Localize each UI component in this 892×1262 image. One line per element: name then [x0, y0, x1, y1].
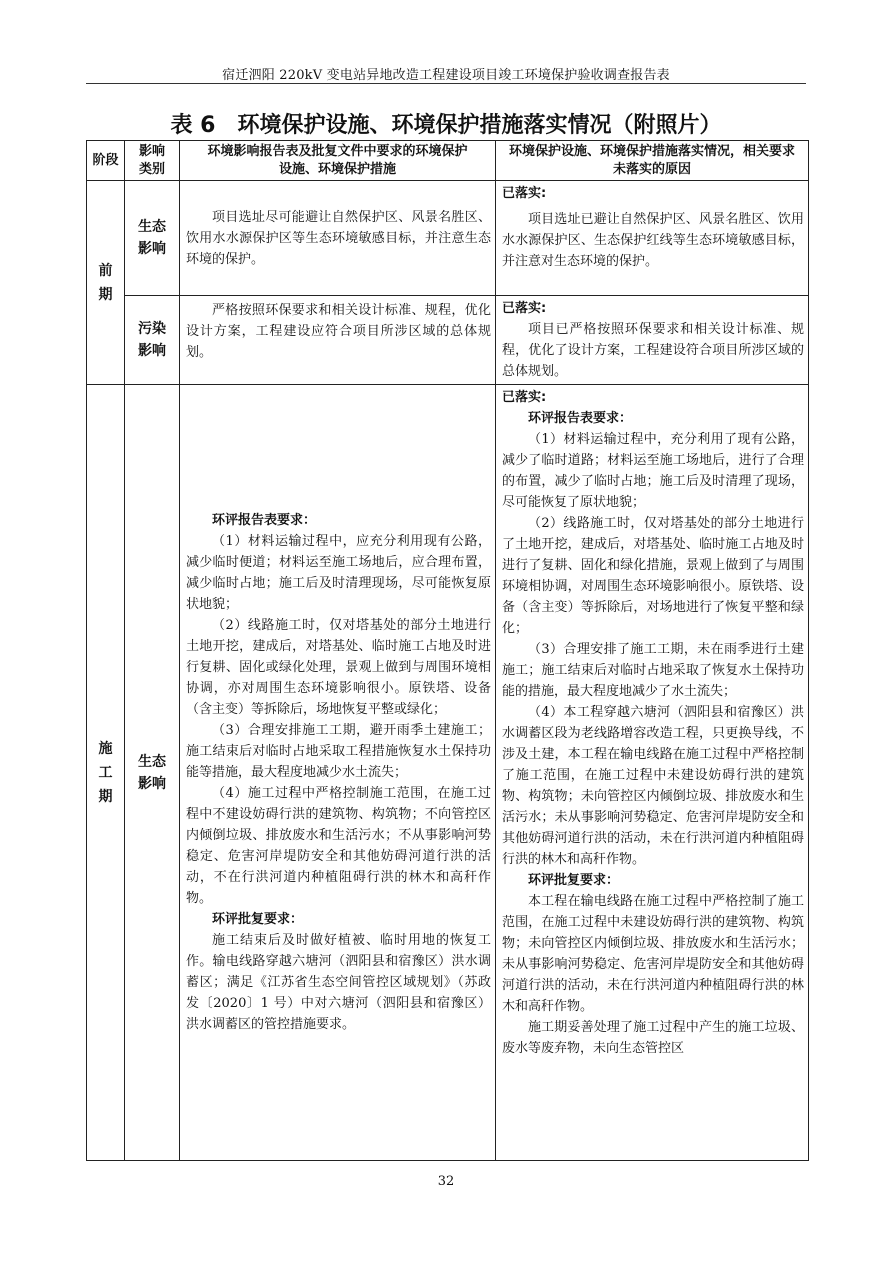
page-number: 32 [437, 1174, 455, 1189]
category-cell: 生态影响 [125, 181, 180, 296]
implementation-cell: 已落实: 项目选址已避让自然保护区、风景名胜区、饮用水水源保护区、生态保护红线等生态环境敏感目标，并注意对生态环境的保护。 [496, 181, 809, 296]
table-title: 表 6 环境保护设施、环境保护措施落实情况（附照片） [170, 113, 722, 138]
stage-cell-preliminary: 前期 [87, 181, 125, 385]
requirement-cell: 环评报告表要求： （1）材料运输过程中，应充分利用现有公路，减少临时便道；材料运至施工场地后，应合理布置，减少临时占地；施工后及时清理现场，尽可能恢复原状地貌； （2）线路施工时，仅对塔基处的部分土地进行土地开挖，建成后，对塔基处、临时施工占地及时进行复耕、固化或绿化处理，景观上做到与周围环境相协调，亦对周围生态环境影响很小。原铁塔、设备（含主变）等拆除后，场地恢复平整或绿化； （3）合理安排施工工期，避开雨季土建施工；施工结束后对临时占地采取工程措施恢复水土保持功能等措施，最大程度地减少水土流失； （4）施工过程中严格控制施工范围，在施工过程中不建设妨碍行洪的建筑物、构筑物；不向管控区内倾倒垃圾、排放废水和生活污水；不从事影响河势稳定、危害河岸堤防安全和其他妨碍河道行洪的活动，不在行洪河道内种植阻碍行洪的林木和高秆作物。 环评批复要求： 施工结束后及时做好植被、临时用地的恢复工作。输电线路穿越六塘河（泗阳县和宿豫区）洪水调蓄区；满足《江苏省生态空间管控区域规划》（苏政发〔2020〕1 号）中对六塘河（泗阳县和宿豫区）洪水调蓄区的管控措施要求。 [180, 385, 496, 1161]
category-cell: 污染影响 [125, 296, 180, 385]
col-header-implementation: 环境保护设施、环境保护措施落实情况，相关要求未落实的原因 [496, 141, 809, 181]
page-header: 宿迁泗阳 220kV 变电站异地改造工程建设项目竣工环境保护验收调查报告表 [222, 68, 670, 83]
requirement-cell: 项目选址尽可能避让自然保护区、风景名胜区、饮用水水源保护区等生态环境敏感目标，并注意生态环境的保护。 [180, 181, 496, 296]
stage-cell-construction: 施工期 [87, 385, 125, 1161]
table-header-row [87, 141, 809, 181]
col-header-requirements: 环境影响报告表及批复文件中要求的环境保护设施、环境保护措施 [180, 141, 496, 181]
implementation-cell: 已落实: 环评报告表要求： （1）材料运输过程中，充分利用了现有公路，减少了临时道路；材料运至施工场地后，进行了合理的布置，减少了临时占地；施工后及时清理了现场，尽可能恢复了原状地貌； （2）线路施工时，仅对塔基处的部分土地进行了土地开挖，建成后，对塔基处、临时施工占地及时进行了复耕、固化和绿化措施，景观上做到了与周围环境相协调，对周围生态环境影响很小。原铁塔、设备（含主变）等拆除后，对场地进行了恢复平整和绿化； （3）合理安排了施工工期，未在雨季进行土建施工；施工结束后对临时占地采取了恢复水土保持功能的措施，最大程度地减少了水土流失； （4）本工程穿越六塘河（泗阳县和宿豫区）洪水调蓄区段为老线路增容改造工程，只更换导线，不涉及土建，本工程在输电线路在施工过程中严格控制了施工范围，在施工过程中未建设妨碍行洪的建筑物、构筑物；未向管控区内倾倒垃圾、排放废水和生活污水；未从事影响河势稳定、危害河岸堤防安全和其他妨碍河道行洪的活动，未在行洪河道内种植阻碍行洪的林木和高秆作物。 环评批复要求： 本工程在输电线路在施工过程中严格控制了施工范围，在施工过程中未建设妨碍行洪的建筑物、构筑物；未向管控区内倾倒垃圾、排放废水和生活污水；未从事影响河势稳定、危害河岸堤防安全和其他妨碍河道行洪的活动，未在行洪河道内种植阻碍行洪的林木和高秆作物。 施工期妥善处理了施工过程中产生的施工垃圾、废水等废弃物，未向生态管控区 [496, 385, 809, 1161]
table-row [87, 385, 809, 1161]
measures-table [86, 140, 809, 1161]
implementation-cell: 已落实: 项目已严格按照环保要求和相关设计标准、规程，优化了设计方案，工程建设符合项目所涉区域的总体规划。 [496, 296, 809, 385]
requirement-cell: 严格按照环保要求和相关设计标准、规程，优化设计方案，工程建设应符合项目所涉区域的总体规划。 [180, 296, 496, 385]
col-header-stage: 阶段 [87, 141, 125, 181]
col-header-category: 影响类别 [125, 141, 180, 181]
category-cell: 生态影响 [125, 385, 180, 1161]
table-row [87, 296, 809, 385]
table-row [87, 181, 809, 296]
header-divider [86, 83, 806, 84]
